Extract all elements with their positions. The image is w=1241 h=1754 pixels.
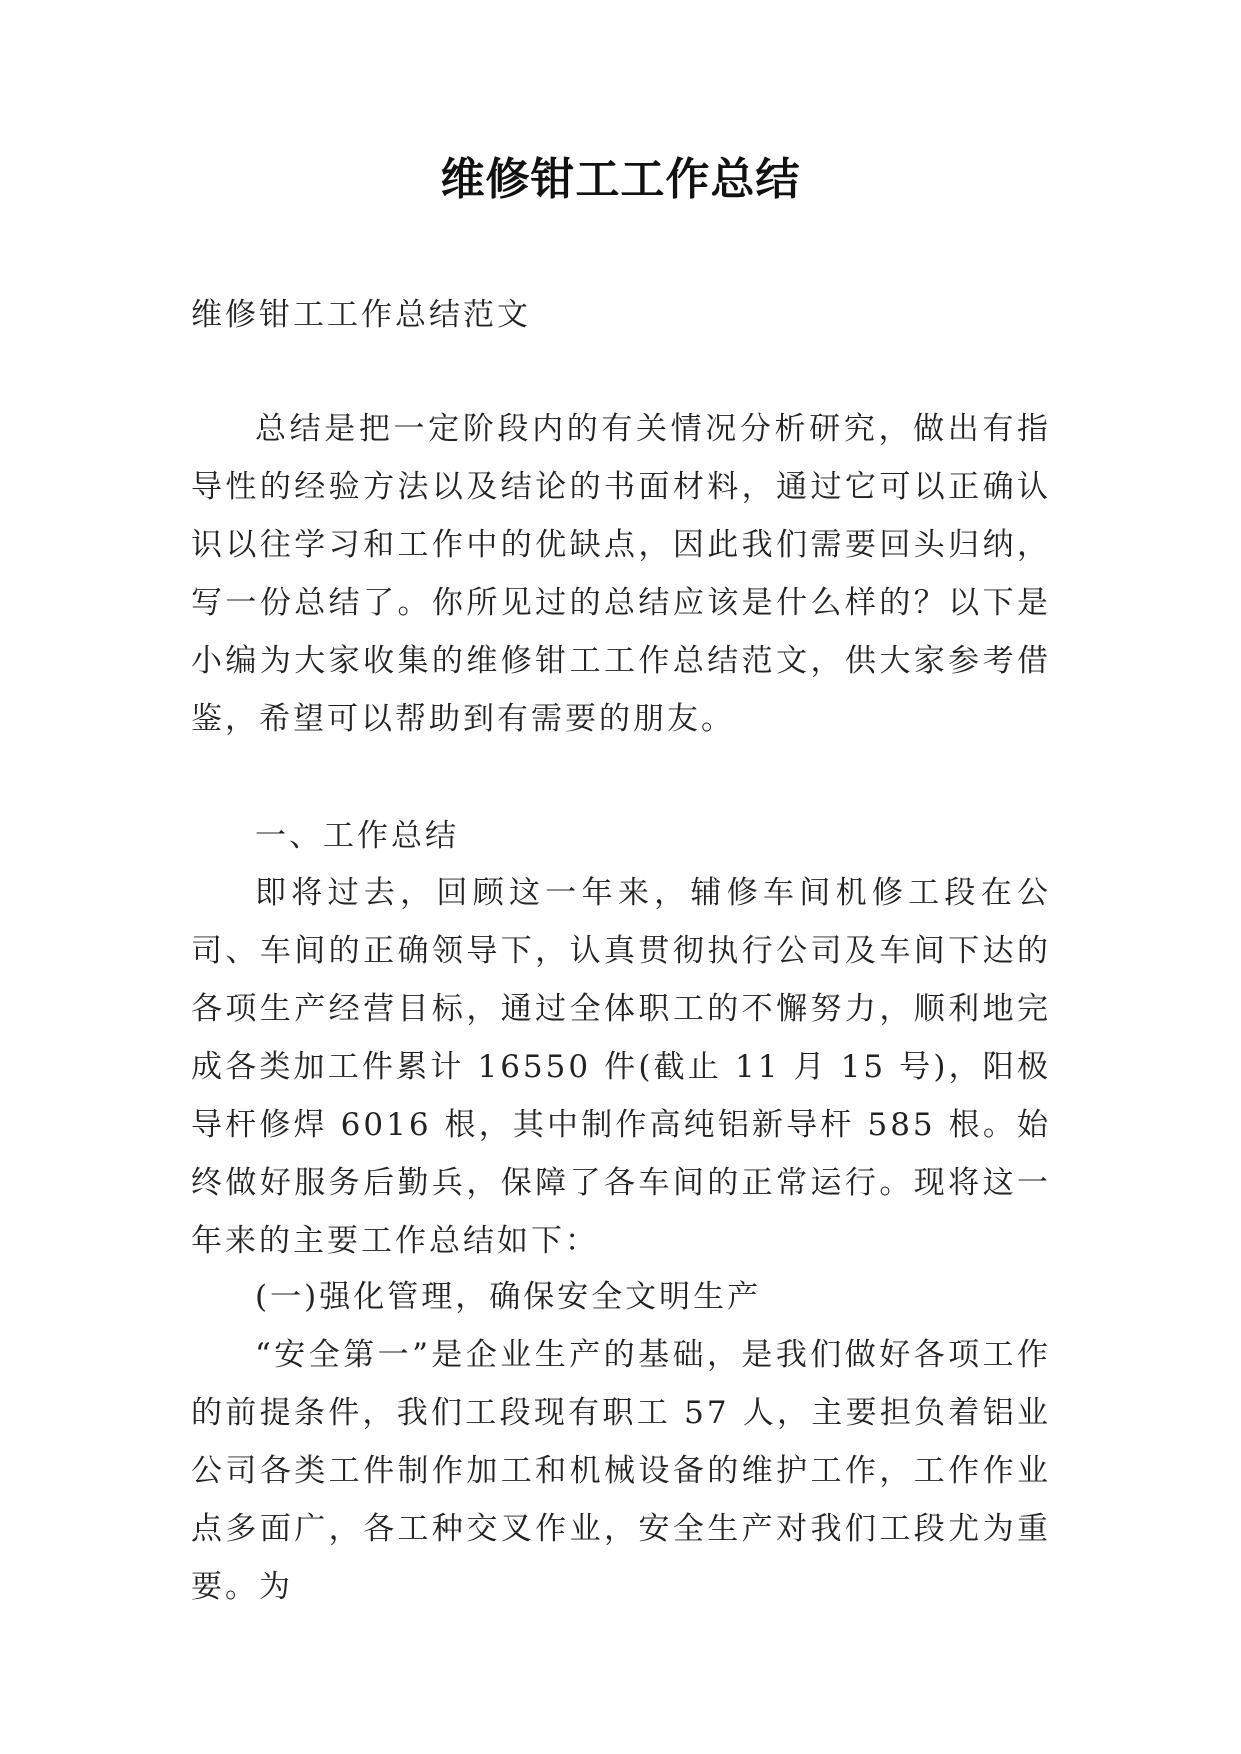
section-heading-text: 一、工作总结 <box>255 818 459 854</box>
document-title: 维修钳工工作总结 <box>440 154 801 205</box>
intro-paragraph <box>191 400 1051 748</box>
intro-text: 总结是把一定阶段内的有关情况分析研究，做出有指导性的经验方法以及结论的书面材料，通过它可以正确认识以往学习和工作中的优缺点，因此我们需要回头归纳，写一份总结了。你所见过的总结应该是什么样的？以下是小编为大家收集的维修钳工工作总结范文，供大家参考借鉴，希望可以帮助到有需要的朋友。 <box>191 411 1051 737</box>
subsection-paragraph <box>191 1326 1051 1616</box>
document-subtitle <box>191 286 1051 344</box>
section-heading <box>191 807 1051 865</box>
subsection-heading-text: (一)强化管理，确保安全文明生产 <box>255 1279 762 1315</box>
subsection-heading <box>191 1268 1051 1326</box>
subtitle-text: 维修钳工工作总结范文 <box>191 297 531 333</box>
section-paragraph <box>191 864 1051 1270</box>
section-paragraph-text: 即将过去，回顾这一年来，辅修车间机修工段在公司、车间的正确领导下，认真贯彻执行公司及车间下达的各项生产经营目标，通过全体职工的不懈努力，顺利地完成各类加工件累计 16550 件(截止 11 月 15 号)，阳极导杆修焊 6016 根，其中制作高纯铝新导杆 585 根。始终做好服务后勤兵，保障了各车间的正常运行。现将这一年来的主要工作总结如下： <box>191 875 1051 1259</box>
subsection-paragraph-text: “安全第一”是企业生产的基础，是我们做好各项工作的前提条件，我们工段现有职工 57 人，主要担负着铝业公司各类工件制作加工和机械设备的维护工作，工作作业点多面广，各工种交叉作业，安全生产对我们工段尤为重要。为 <box>191 1337 1051 1605</box>
